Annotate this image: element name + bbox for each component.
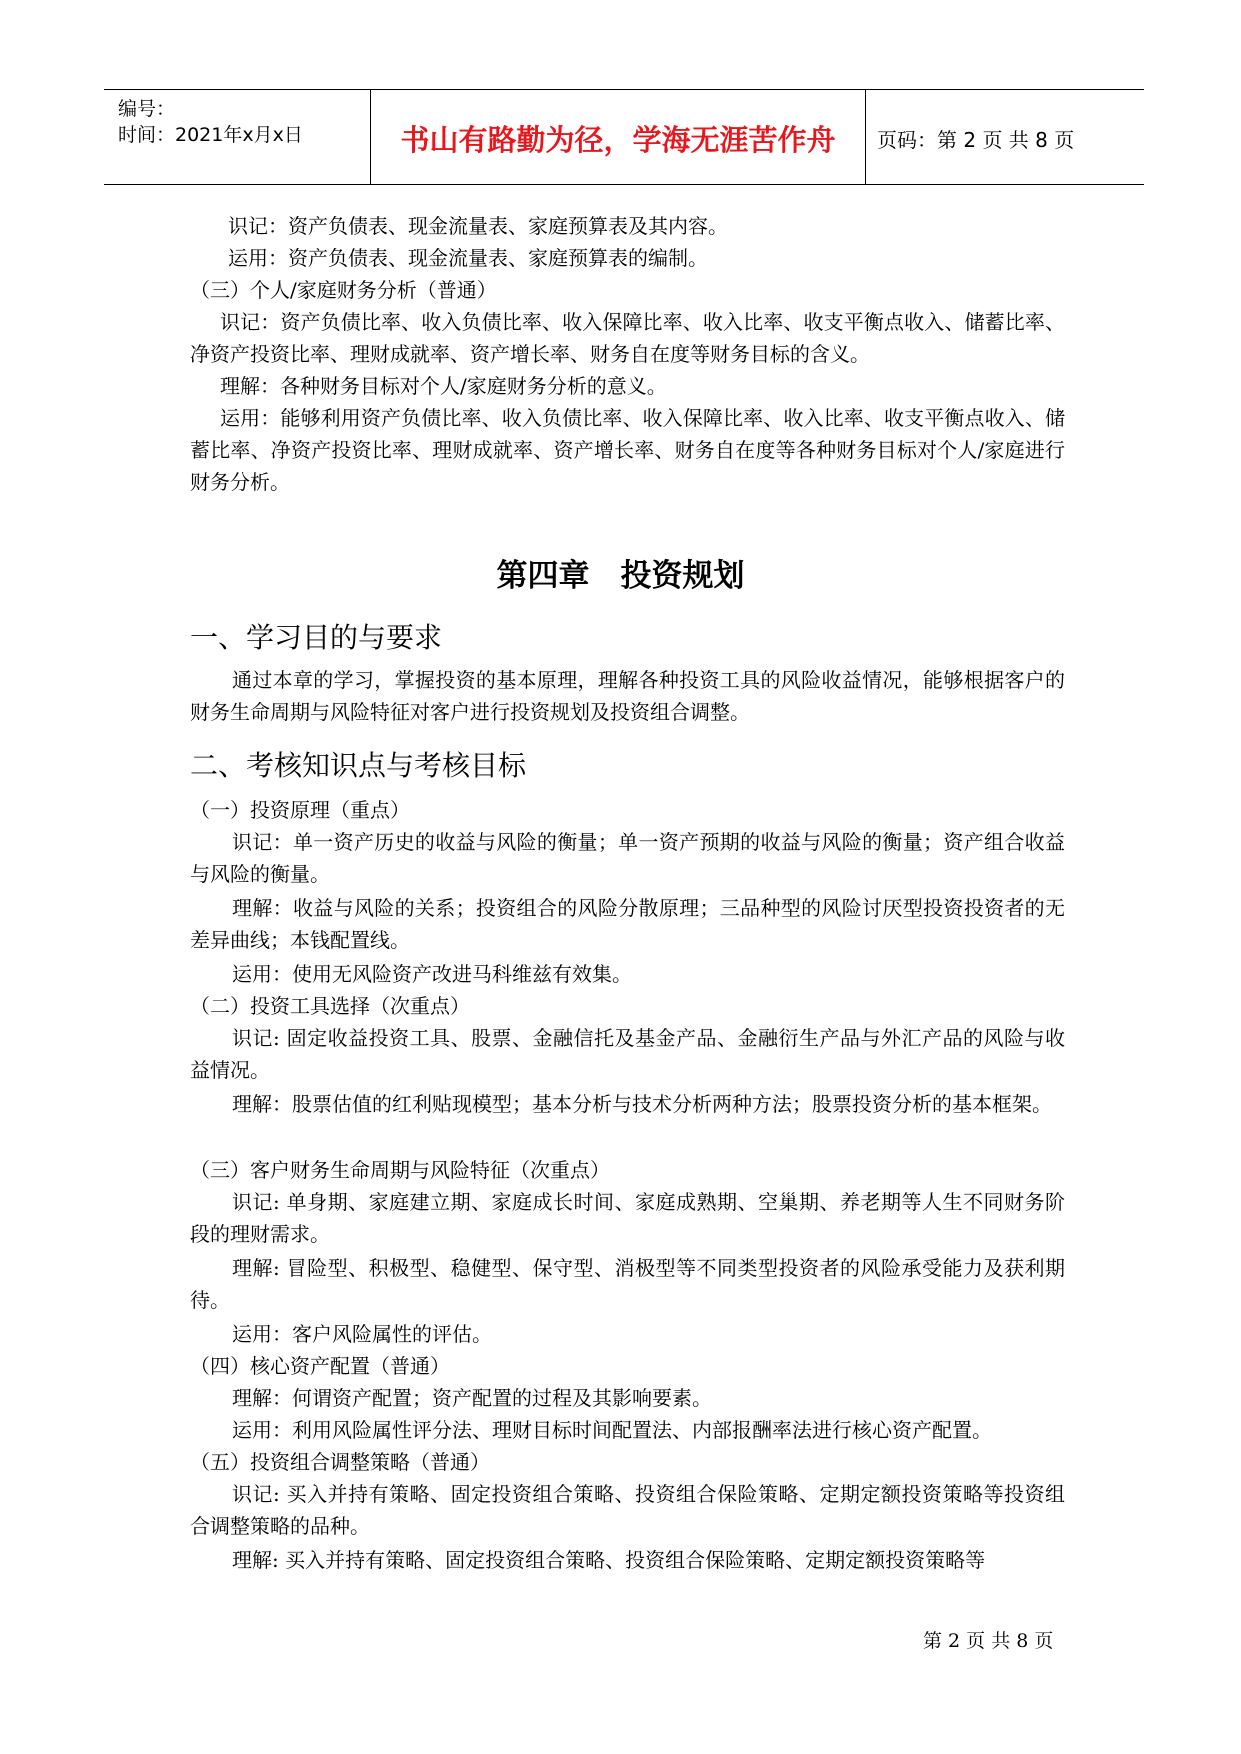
paragraph-shiji: 识记: 买入并持有策略、固定投资组合策略、投资组合保险策略、定期定额投资策略等投资组合调整策略的品种。 — [190, 1482, 1065, 1538]
paragraph-yunyong: 运用：使用无风险资产改进马科维兹有效集。 — [232, 962, 632, 986]
document-time-label: 时间：2021年x月x日 — [118, 124, 303, 146]
paragraph-lijie: 理解：各种财务目标对个人/家庭财务分析的意义。 — [220, 374, 667, 398]
text-yunyong-statements: 运用：资产负债表、现金流量表、家庭预算表的编制。 — [228, 246, 708, 270]
paragraph-shiji: 识记: 固定收益投资工具、股票、金融信托及基金产品、金融衍生产品与外汇产品的风险与收益情况。 — [190, 1026, 1065, 1082]
paragraph-lijie: 理解: 冒险型、积极型、稳健型、保守型、消极型等不同类型投资者的风险承受能力及获利期待。 — [190, 1256, 1065, 1312]
subsection-title: （五）投资组合调整策略（普通） — [190, 1450, 490, 1474]
header-page-cell — [865, 90, 1144, 184]
paragraph-lijie: 理解：股票估值的红利贴现模型；基本分析与技术分析两种方法；股票投资分析的基本框架。 — [232, 1092, 1052, 1116]
subsection-title: （一）投资原理（重点） — [190, 798, 410, 822]
section-heading: 一、学习目的与要求 — [190, 621, 443, 654]
paragraph-shiji: 识记：资产负债比率、收入负债比率、收入保障比率、收入比率、收支平衡点收入、储蓄比率、净资产投资比率、理财成就率、资产增长率、财务自在度等财务目标的含义。 — [190, 310, 1065, 366]
chapter-title: 第四章 投资规划 — [496, 558, 745, 594]
paragraph-yunyong: 运用：客户风险属性的评估。 — [232, 1322, 492, 1346]
paragraph-lijie: 理解: 买入并持有策略、固定投资组合策略、投资组合保险策略、定期定额投资策略等 — [232, 1548, 986, 1572]
paragraph-yunyong: 运用：利用风险属性评分法、理财目标时间配置法、内部报酬率法进行核心资产配置。 — [232, 1418, 992, 1442]
paragraph-lijie: 理解：何谓资产配置；资产配置的过程及其影响要素。 — [232, 1386, 712, 1410]
header-motto-cell — [370, 90, 866, 184]
paragraph-shiji: 识记: 单身期、家庭建立期、家庭成长时间、家庭成熟期、空巢期、养老期等人生不同财务阶段的理财需求。 — [190, 1190, 1065, 1246]
paragraph-yunyong: 运用：能够利用资产负债比率、收入负债比率、收入保障比率、收入比率、收支平衡点收入、储蓄比率、净资产投资比率、理财成就率、资产增长率、财务自在度等各种财务目标对个人/家庭进行财务分析。 — [190, 406, 1065, 494]
subsection-title: （四）核心资产配置（普通） — [190, 1354, 450, 1378]
header-meta-cell — [104, 90, 370, 184]
paragraph-lijie: 理解：收益与风险的关系；投资组合的风险分散原理；三品种型的风险讨厌型投资投资者的无差异曲线；本钱配置线。 — [190, 896, 1065, 952]
subsection-title: （三）客户财务生命周期与风险特征（次重点） — [190, 1158, 610, 1182]
subsection-title: （二）投资工具选择（次重点） — [190, 994, 470, 1018]
header-motto: 书山有路勤为径，学海无涯苦作舟 — [400, 123, 836, 157]
text-shiji-statements: 识记：资产负债表、现金流量表、家庭预算表及其内容。 — [228, 214, 728, 238]
subsection-title: （三）个人/家庭财务分析（普通） — [190, 278, 497, 302]
footer-page-number: 第 2 页 共 8 页 — [923, 1630, 1054, 1652]
header-page-number: 页码：第 2 页 共 8 页 — [877, 128, 1075, 152]
section-heading: 二、考核知识点与考核目标 — [190, 749, 527, 782]
document-number-label: 编号： — [118, 98, 176, 120]
paragraph-shiji: 识记：单一资产历史的收益与风险的衡量；单一资产预期的收益与风险的衡量；资产组合收益与风险的衡量。 — [190, 830, 1065, 886]
paragraph-section-1: 通过本章的学习，掌握投资的基本原理，理解各种投资工具的风险收益情况，能够根据客户的财务生命周期与风险特征对客户进行投资规划及投资组合调整。 — [190, 668, 1065, 724]
document-header — [104, 89, 1144, 185]
